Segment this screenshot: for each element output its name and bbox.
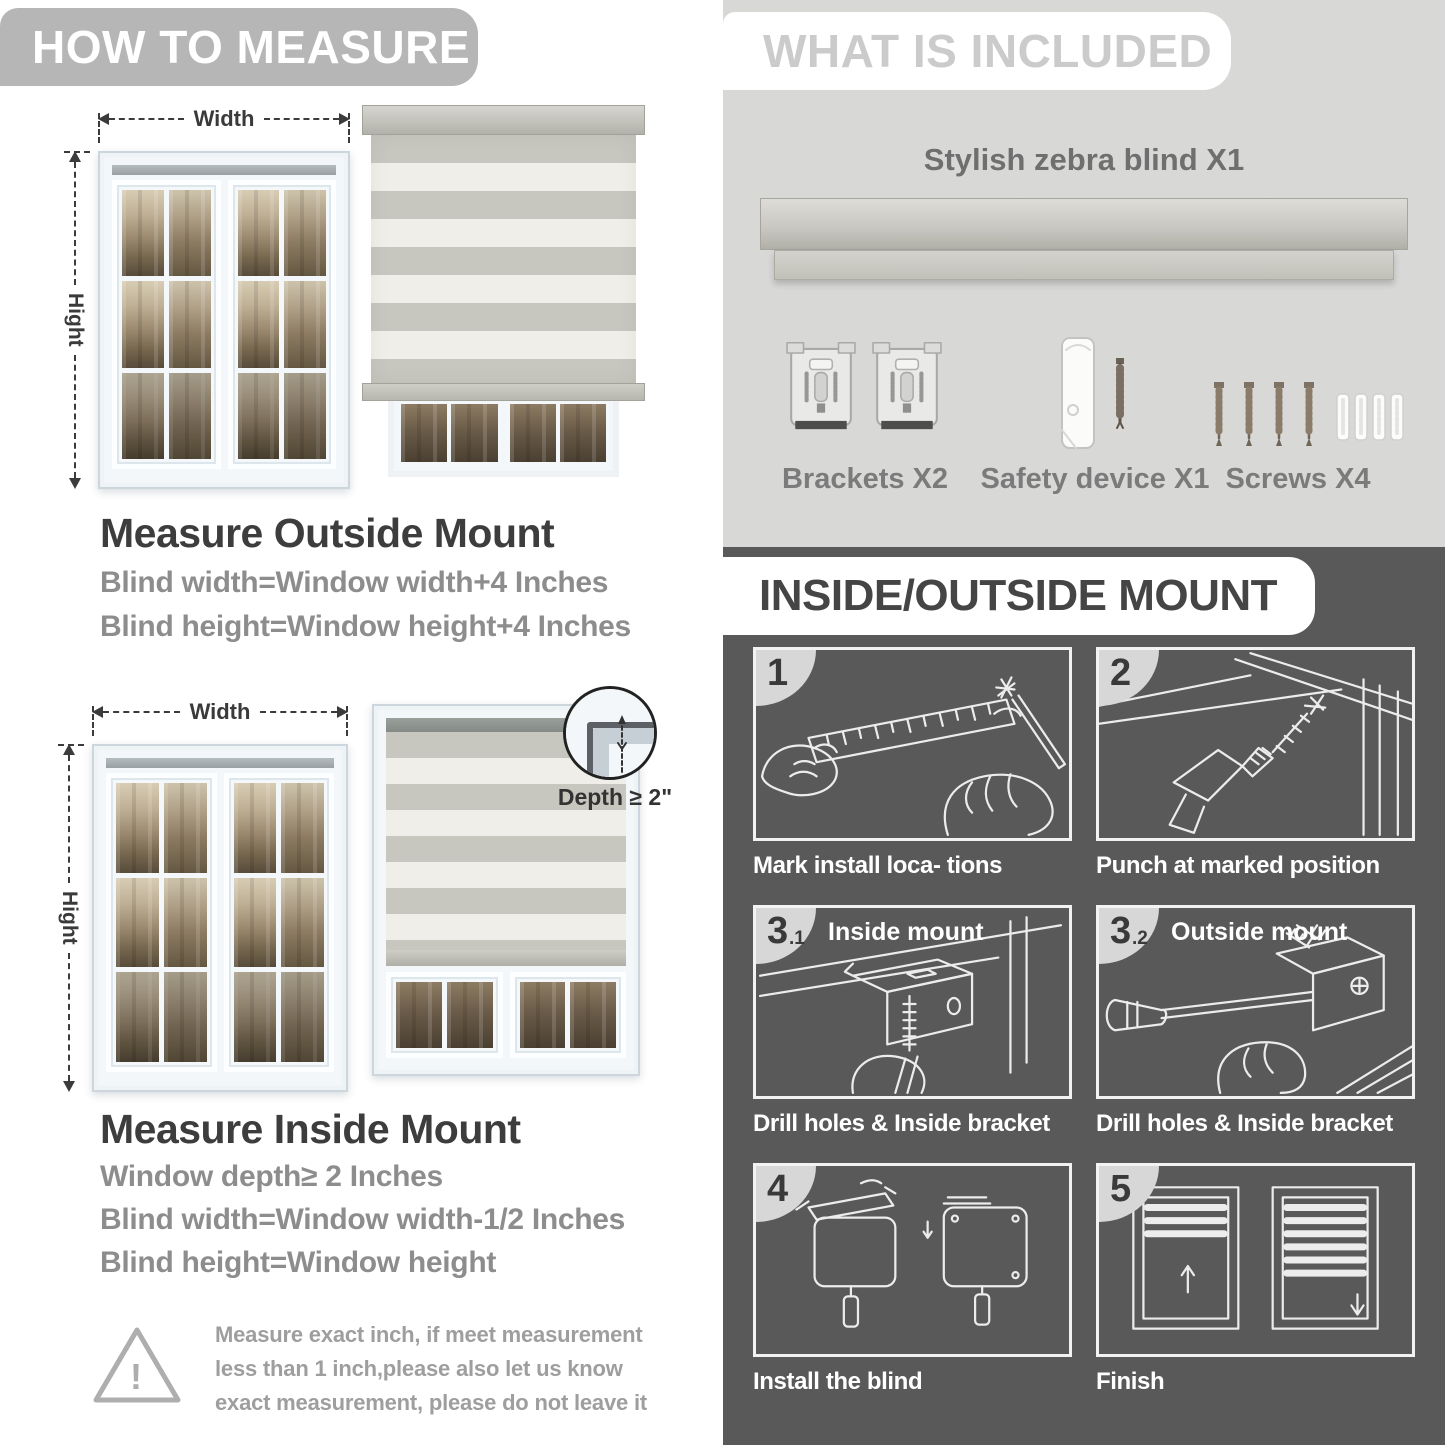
step-number-badge: 5 (1099, 1166, 1159, 1222)
step-1 (753, 647, 1072, 881)
blind-bottom-rail (362, 383, 645, 401)
height-arrow (58, 744, 80, 1092)
outside-mount-line1: Blind width=Window width+4 Inches (100, 566, 609, 599)
measure-warning (90, 1318, 660, 1428)
step-5 (1096, 1163, 1415, 1397)
inside-mount-line3: Blind height=Window height (100, 1246, 497, 1279)
step-number-badge: 4 (756, 1166, 816, 1222)
steps-grid (753, 647, 1415, 1397)
headrail-bottom-bar (774, 250, 1394, 280)
brackets-caption: Brackets X2 (781, 463, 949, 495)
zebra-blind-outside-photo (362, 105, 645, 477)
brackets-photo (785, 338, 945, 442)
bracket-icon (871, 338, 943, 438)
what-is-included-section (723, 0, 1445, 547)
step-3-2-caption: Drill holes & Inside bracket (1096, 1110, 1393, 1137)
mount-steps-section (723, 547, 1445, 1445)
exclamation-mark: ! (130, 1356, 142, 1397)
step-1-caption: Mark install loca- tions (753, 852, 1003, 879)
height-label: Hight (64, 293, 87, 347)
window-photo (98, 151, 350, 489)
step-number-badge: 3 .1 (756, 908, 816, 964)
step-3-1-title: Inside mount (828, 918, 984, 946)
step-3-1 (753, 905, 1072, 1139)
safety-device-caption: Safety device X1 (980, 463, 1210, 495)
measured-window-outside (64, 107, 350, 489)
step-3-1-panel (753, 905, 1072, 1099)
step-5-caption: Finish (1096, 1368, 1165, 1395)
window-corner-detail (566, 689, 654, 777)
inside-mount-line1: Window depth≥ 2 Inches (100, 1160, 443, 1193)
step-3-2-title: Outside mount (1171, 918, 1348, 946)
what-is-included-header: WHAT IS INCLUDED (723, 12, 1231, 90)
step-4-panel (753, 1163, 1072, 1357)
blind-cassette (362, 105, 645, 135)
screws-caption: Screws X4 (1225, 463, 1371, 495)
depth-label: Depth ≥ 2" (557, 784, 673, 810)
width-arrow (92, 700, 348, 724)
step-3-2 (1096, 905, 1415, 1139)
inside-mount-title: Measure Inside Mount (100, 1106, 521, 1152)
warning-text: Measure exact inch, if meet measurement less than 1 inch,please also let us know exact measurement, please do not leave it (215, 1322, 647, 1415)
step-5-panel (1096, 1163, 1415, 1357)
step-2-panel (1096, 647, 1415, 841)
arrow-down-icon (63, 1081, 75, 1092)
mount-section-header: INSIDE/OUTSIDE MOUNT (723, 557, 1315, 635)
outside-mount-figure (0, 95, 710, 495)
step-3-1-caption: Drill holes & Inside bracket (753, 1110, 1050, 1137)
step-4-caption: Install the blind (753, 1368, 923, 1395)
how-to-measure-header: HOW TO MEASURE (0, 8, 478, 86)
blind-bottom-rail (386, 950, 626, 966)
screws-icon (1205, 380, 1405, 450)
step-number-badge: 2 (1099, 650, 1159, 706)
step-4 (753, 1163, 1072, 1397)
headrail-photo (760, 198, 1408, 250)
product-label: Stylish zebra blind X1 (923, 142, 1245, 177)
step-2-caption: Punch at marked position (1096, 852, 1380, 879)
inside-mount-figure (0, 682, 710, 1102)
width-label: Width (193, 106, 255, 131)
step-2 (1096, 647, 1415, 881)
zebra-fabric (371, 135, 636, 383)
step-3-2-panel (1096, 905, 1415, 1099)
height-arrow (64, 151, 86, 489)
depth-callout-circle (563, 686, 657, 780)
window-under-blind (388, 401, 619, 477)
window-photo (92, 744, 348, 1092)
anchors (1337, 394, 1403, 440)
step-number-badge: 3 .2 (1099, 908, 1159, 964)
step-number-badge: 1 (756, 650, 816, 706)
step-1-panel (753, 647, 1072, 841)
outside-mount-title: Measure Outside Mount (100, 510, 555, 556)
width-label: Width (189, 699, 251, 724)
height-label: Hight (58, 891, 81, 945)
inside-mount-line2: Blind width=Window width-1/2 Inches (100, 1203, 626, 1236)
safety-device-icon (1033, 334, 1157, 454)
outside-mount-line2: Blind height=Window height+4 Inches (100, 610, 631, 643)
arrow-down-icon (69, 478, 81, 489)
measured-window-inside (58, 700, 348, 1092)
bracket-icon (785, 338, 857, 438)
width-arrow (98, 107, 350, 131)
